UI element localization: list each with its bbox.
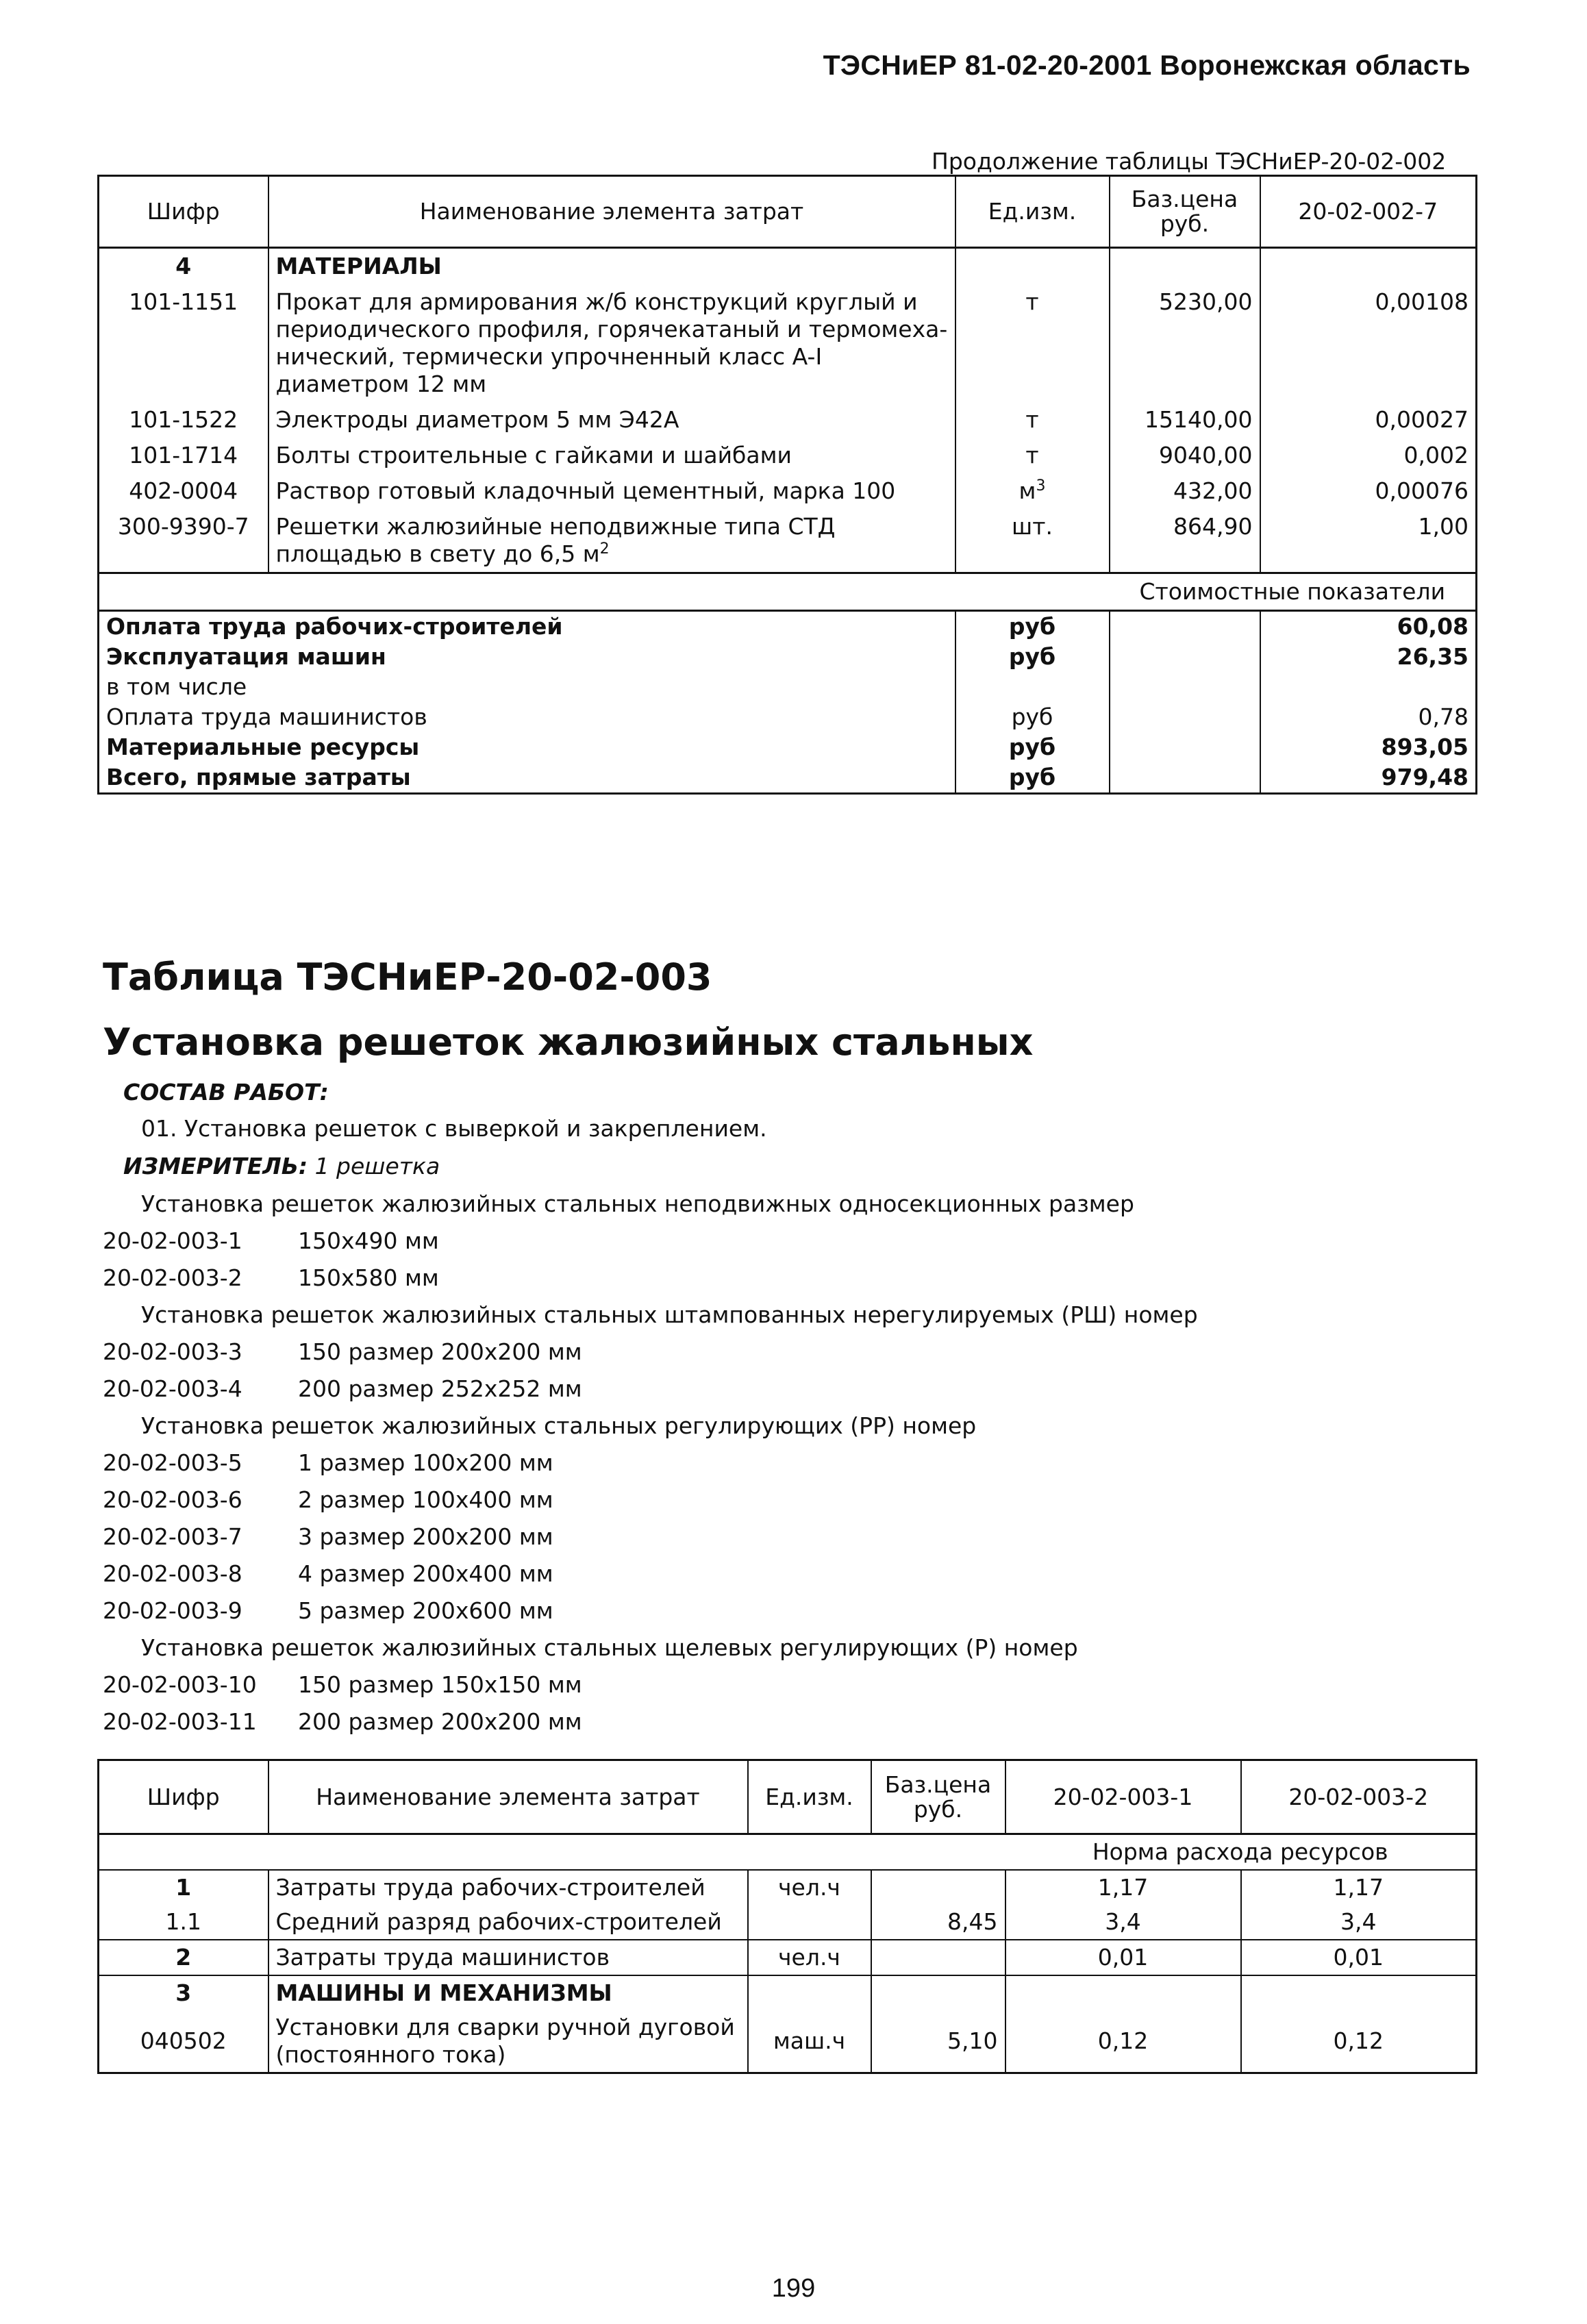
work-label: СОСТАВ РАБОТ: (123, 1079, 329, 1105)
row-name: Болты строительные с гайками и шайбами (268, 438, 955, 473)
meter-line: ИЗМЕРИТЕЛЬ: 1 решетка (123, 1153, 440, 1179)
row-name: Установки для сварки ручной дуговой (постоянного тока) (268, 2010, 748, 2073)
row-value-1: 3,4 (1005, 1905, 1241, 1940)
stat-value: 26,35 (1260, 642, 1477, 672)
item-code: 20-02-003-6 (103, 1486, 242, 1513)
row-price: 5230,00 (1110, 284, 1260, 402)
col-header-price: Баз.цена руб. (871, 1760, 1005, 1834)
item-code: 20-02-003-1 (103, 1227, 242, 1254)
row-code: 2 (99, 1940, 268, 1975)
row-price: 864,90 (1110, 509, 1260, 573)
table-row (99, 1940, 1477, 1975)
row-unit: $м^3$ (955, 473, 1110, 509)
row-price (871, 1870, 1005, 1905)
stat-name: Оплата труда рабочих-строителей (99, 611, 955, 642)
row-unit: шт. (955, 509, 1110, 573)
table-row (99, 284, 1477, 402)
section-subtitle: Установка решеток жалюзийных стальных (103, 1021, 1034, 1064)
item-code: 20-02-003-10 (103, 1671, 257, 1698)
row-value-1: 0,12 (1005, 2010, 1241, 2073)
item-code: 20-02-003-4 (103, 1375, 242, 1402)
col-header-unit: Ед.изм. (748, 1760, 871, 1834)
row-value: 1,00 (1260, 509, 1477, 573)
table-row (99, 473, 1477, 509)
row-code: 1 (99, 1870, 268, 1905)
item-code: 20-02-003-11 (103, 1708, 257, 1735)
col-header-price: Баз.цена руб. (1110, 176, 1260, 248)
row-unit: чел.ч (748, 1940, 871, 1975)
row-unit: т (955, 402, 1110, 438)
item-code: 20-02-003-5 (103, 1449, 242, 1476)
row-unit (748, 1905, 871, 1940)
running-header: ТЭСНиЕР 81-02-20-2001 Воронежская область (823, 49, 1471, 81)
row-code: 3 (99, 1975, 268, 2010)
group-title: Установка решеток жалюзийных стальных штампованных нерегулируемых (РШ) номер (141, 1301, 1198, 1328)
stat-name: Эксплуатация машин (106, 643, 386, 670)
item-code: 20-02-003-7 (103, 1523, 242, 1550)
item-code: 20-02-003-8 (103, 1560, 242, 1587)
norm-title-row (99, 1834, 1477, 1871)
item-desc: 1 размер 100x200 мм (298, 1449, 553, 1476)
row-code: 101-1714 (129, 442, 238, 468)
item-desc: 200 размер 200x200 мм (298, 1708, 582, 1735)
stat-value: 60,08 (1260, 611, 1477, 642)
stat-unit: руб (955, 732, 1110, 762)
row-value: 0,002 (1260, 438, 1477, 473)
row-unit: маш.ч (748, 2010, 871, 2073)
row-value: 0,00108 (1260, 284, 1477, 402)
item-desc: 4 размер 200x400 мм (298, 1560, 553, 1587)
row-name: Средний разряд рабочих-строителей (268, 1905, 748, 1940)
row-value-2: 1,17 (1241, 1870, 1477, 1905)
stat-name: Материальные ресурсы (106, 734, 420, 760)
stat-value: 979,48 (1260, 762, 1477, 794)
row-name: Решетки жалюзийные неподвижные типа СТД площадью в свету до 6,5 $м^2$ (268, 509, 955, 573)
row-price: 5,10 (871, 2010, 1005, 2073)
col-header-code: Шифр (99, 176, 268, 248)
row-price: 432,00 (1110, 473, 1260, 509)
row-code: 1.1 (165, 1908, 201, 1935)
col-header-value-2: 20-02-003-2 (1241, 1760, 1477, 1834)
col-header-name: Наименование элемента затрат (268, 176, 955, 248)
continuation-label: Продолжение таблицы ТЭСНиЕР-20-02-002 (932, 148, 1447, 175)
item-code: 20-02-003-9 (103, 1597, 242, 1624)
row-code: 040502 (140, 2027, 227, 2054)
row-price (871, 1940, 1005, 1975)
table-row (99, 248, 1477, 285)
row-code: 101-1522 (129, 406, 238, 433)
resources-table-002 (97, 175, 1477, 795)
norm-title: Норма расхода ресурсов (1092, 1838, 1388, 1865)
table-row (99, 402, 1477, 438)
item-desc: 2 размер 100x400 мм (298, 1486, 553, 1513)
row-unit: т (955, 284, 1110, 402)
row-name: МАТЕРИАЛЫ (268, 248, 955, 285)
col-header-value-1: 20-02-003-1 (1005, 1760, 1241, 1834)
row-name: Раствор готовый кладочный цементный, марка 100 (268, 473, 955, 509)
row-code: 4 (175, 253, 192, 279)
work-item: 01. Установка решеток с выверкой и закреплением. (141, 1115, 767, 1142)
row-name: МАШИНЫ И МЕХАНИЗМЫ (268, 1975, 748, 2010)
row-name: Электроды диаметром 5 мм Э42А (268, 402, 955, 438)
table-row (99, 438, 1477, 473)
stat-name: в том числе (106, 673, 247, 700)
group-title: Установка решеток жалюзийных стальных щелевых регулирующих (Р) номер (141, 1634, 1078, 1661)
stat-name: Оплата труда машинистов (106, 703, 427, 730)
row-name: Затраты труда машинистов (268, 1940, 748, 1975)
row-value: 0,00027 (1260, 402, 1477, 438)
item-code: 20-02-003-2 (103, 1264, 242, 1291)
resources-table-003 (97, 1759, 1477, 2074)
item-desc: 150 размер 150x150 мм (298, 1671, 582, 1698)
item-desc: 150x490 мм (298, 1227, 439, 1254)
item-desc: 150x580 мм (298, 1264, 439, 1291)
table-header-row (99, 1760, 1477, 1834)
stat-value: 0,78 (1260, 702, 1477, 732)
stat-unit: руб (955, 642, 1110, 672)
row-value-1: 0,01 (1005, 1940, 1241, 1975)
stat-unit: руб (955, 702, 1110, 732)
item-code: 20-02-003-3 (103, 1338, 242, 1365)
row-price: 8,45 (871, 1905, 1005, 1940)
table-row (99, 509, 1477, 573)
item-desc: 3 размер 200x200 мм (298, 1523, 553, 1550)
row-value-1: 1,17 (1005, 1870, 1241, 1905)
col-header-unit: Ед.изм. (955, 176, 1110, 248)
row-value-2: 3,4 (1241, 1905, 1477, 1940)
row-name: Затраты труда рабочих-строителей (268, 1870, 748, 1905)
item-desc: 5 размер 200x600 мм (298, 1597, 553, 1624)
group-title: Установка решеток жалюзийных стальных регулирующих (РР) номер (141, 1412, 977, 1439)
row-code: 300-9390-7 (117, 513, 249, 540)
table-row (99, 1905, 1477, 1940)
row-value-2: 0,01 (1241, 1940, 1477, 1975)
table-header-row (99, 176, 1477, 248)
table-row (99, 1870, 1477, 1905)
row-unit: т (955, 438, 1110, 473)
row-price: 15140,00 (1110, 402, 1260, 438)
group-title: Установка решеток жалюзийных стальных неподвижных односекционных размер (141, 1190, 1134, 1217)
table-row (99, 1975, 1477, 2010)
table-row (99, 2010, 1477, 2073)
row-code: 101-1151 (129, 288, 238, 315)
row-name: Прокат для армирования ж/б конструкций круглый и периодического профиля, горячекатаный и термомеха-нический, термически упрочненный класс A-I диаметром 12 мм (268, 284, 955, 402)
row-value: 0,00076 (1260, 473, 1477, 509)
row-price: 9040,00 (1110, 438, 1260, 473)
stat-title-row (99, 573, 1477, 611)
col-header-value: 20-02-002-7 (1260, 176, 1477, 248)
stat-value: 893,05 (1260, 732, 1477, 762)
section-title: Таблица ТЭСНиЕР-20-02-003 (103, 955, 712, 999)
item-desc: 200 размер 252x252 мм (298, 1375, 582, 1402)
row-code: 402-0004 (129, 477, 238, 504)
row-unit: чел.ч (748, 1870, 871, 1905)
col-header-code: Шифр (99, 1760, 268, 1834)
stat-unit: руб (955, 611, 1110, 642)
stat-name: Всего, прямые затраты (106, 764, 411, 790)
stat-unit: руб (955, 762, 1110, 794)
row-value-2: 0,12 (1241, 2010, 1477, 2073)
col-header-name: Наименование элемента затрат (268, 1760, 748, 1834)
item-desc: 150 размер 200x200 мм (298, 1338, 582, 1365)
stat-title: Стоимостные показатели (1110, 573, 1477, 611)
page-number: 199 (771, 2274, 816, 2303)
